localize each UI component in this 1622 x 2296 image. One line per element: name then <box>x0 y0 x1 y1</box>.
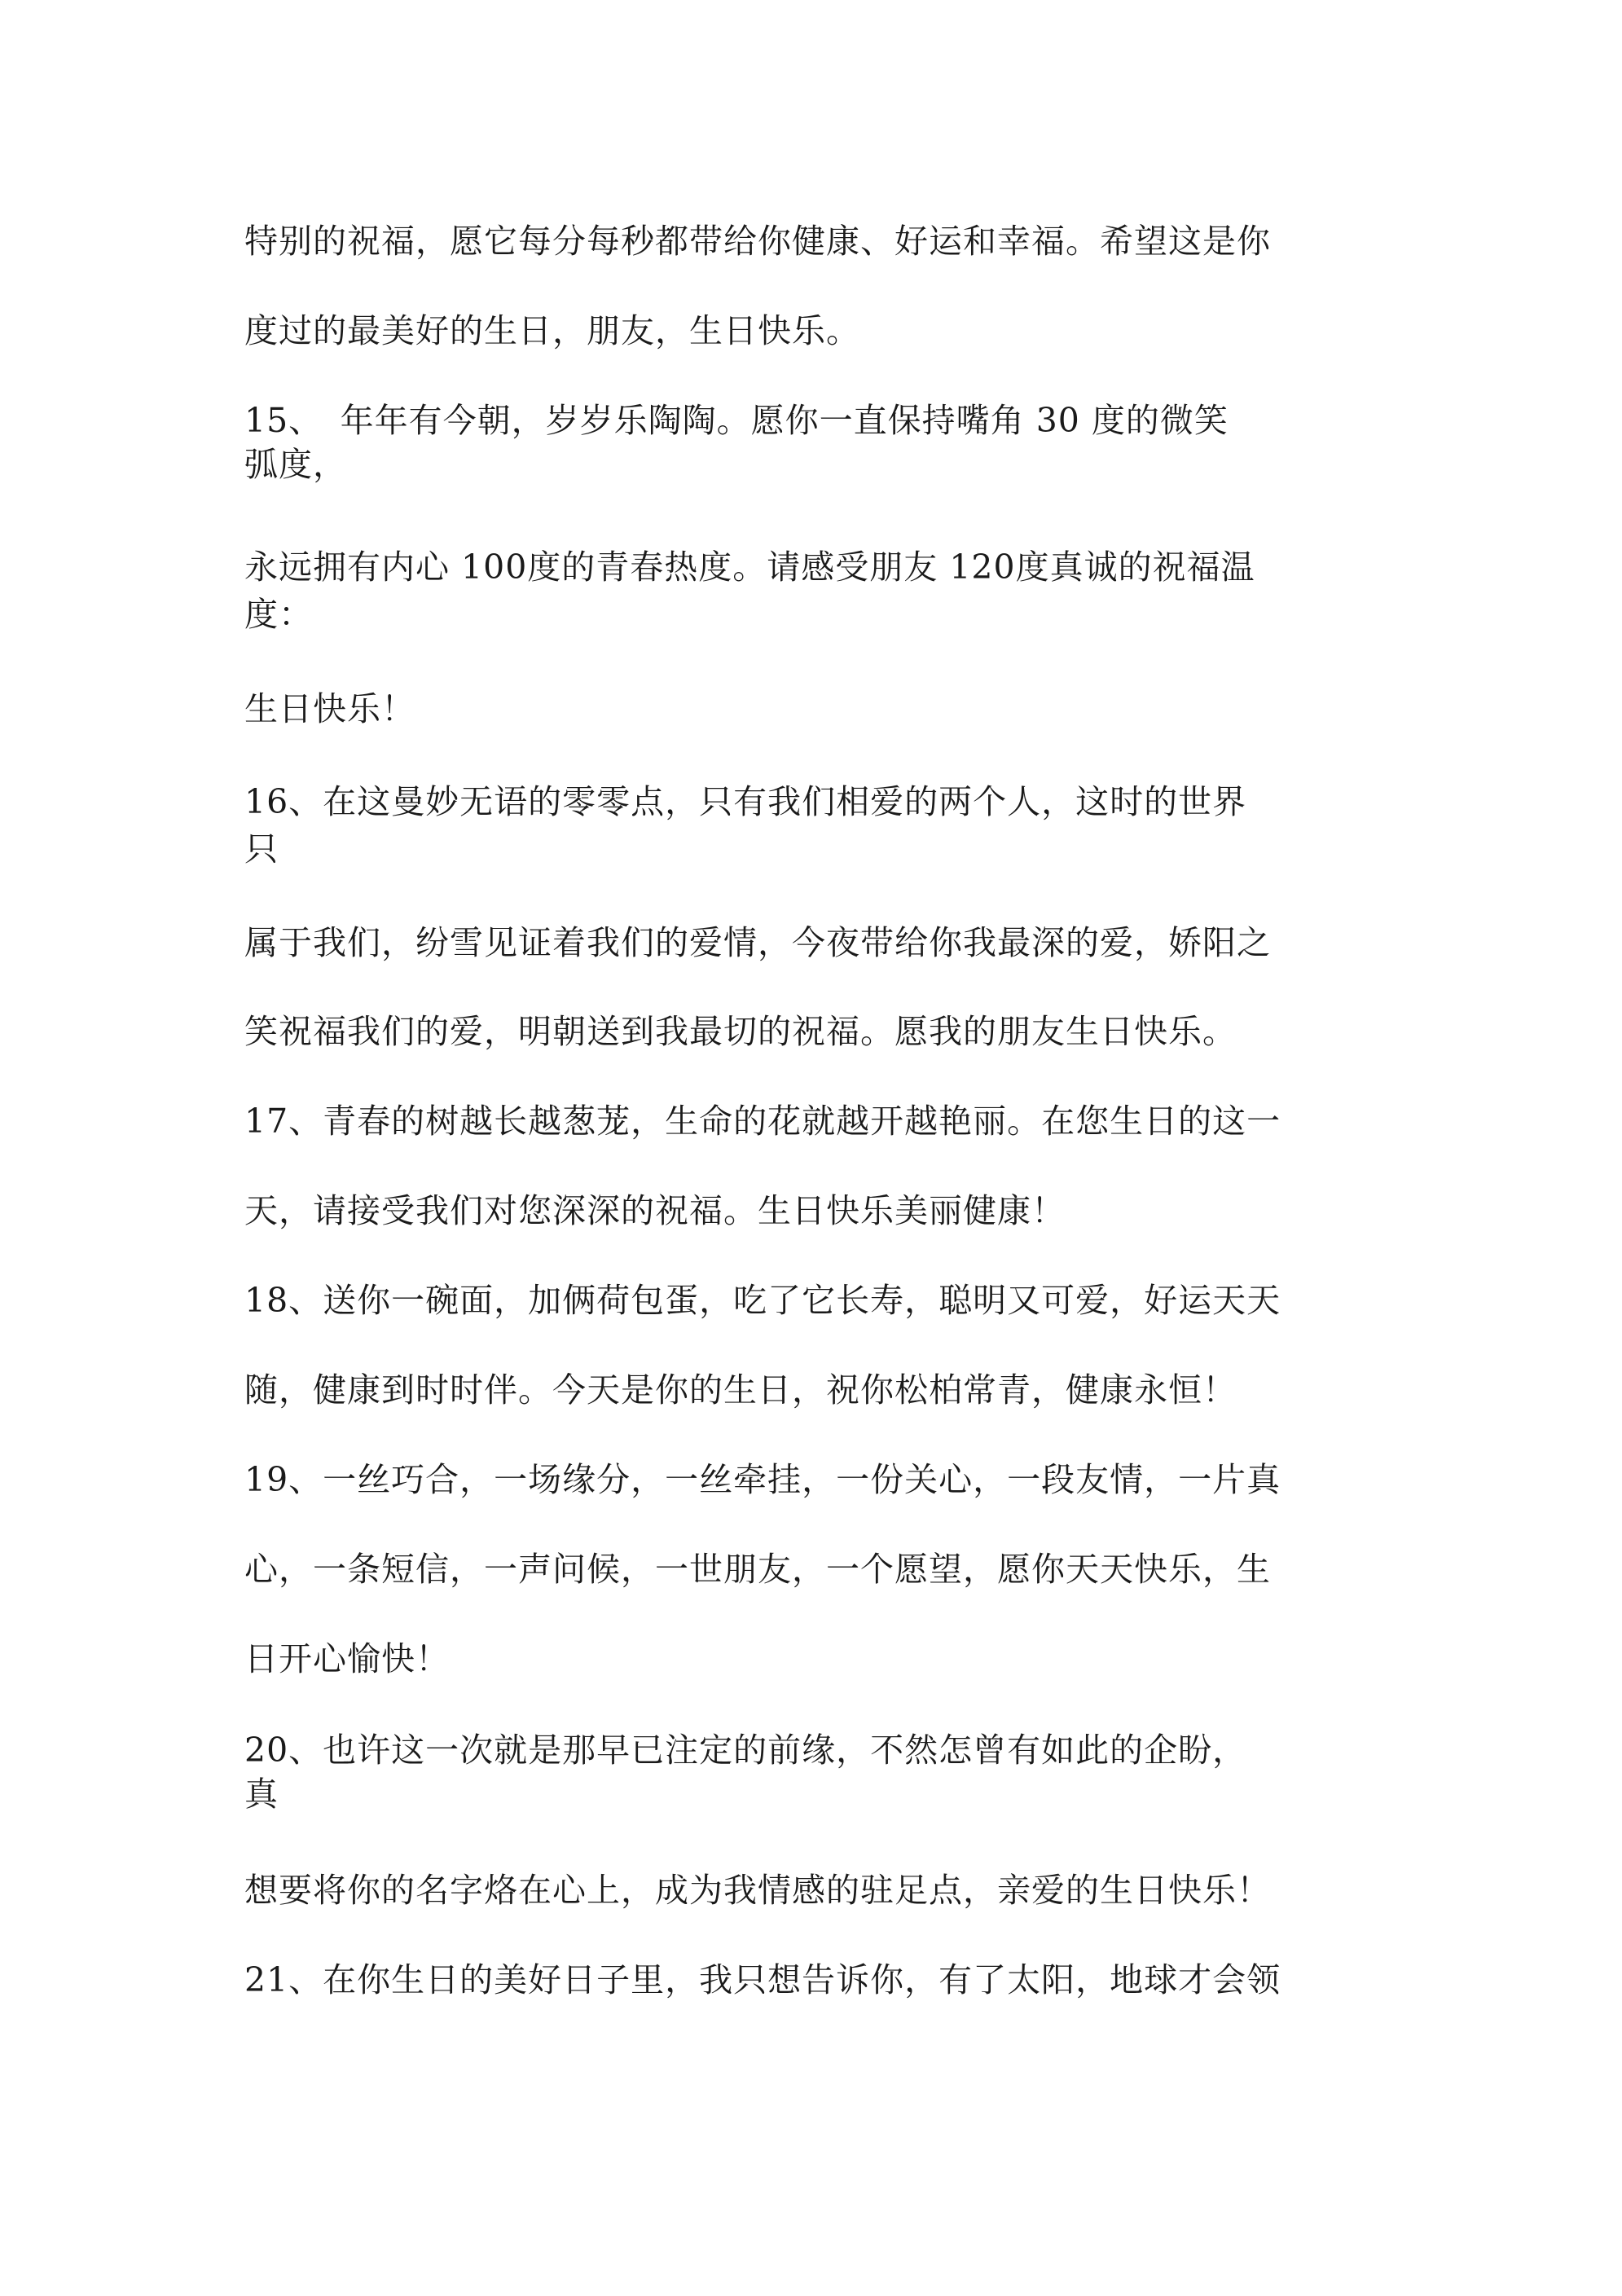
text-line: 天，请接受我们对您深深的祝福。生日快乐美丽健康！ <box>244 1191 1066 1230</box>
text-line: 21、在你生日的美好日子里，我只想告诉你，有了太阳，地球才会领 <box>244 1960 1281 1999</box>
text-line: 15、 年年有今朝，岁岁乐陶陶。愿你一直保持嘴角 30 度的微笑 <box>244 401 1229 440</box>
text-line: 度过的最美好的生日，朋友，生日快乐。 <box>244 311 860 350</box>
text-line: 想要将你的名字烙在心上，成为我情感的驻足点，亲爱的生日快乐！ <box>244 1871 1271 1910</box>
text-line: 永远拥有内心 100度的青春热度。请感受朋友 120度真诚的祝福温 <box>244 548 1255 587</box>
text-line: 18、送你一碗面，加俩荷包蛋，吃了它长寿，聪明又可爱，好运天天 <box>244 1281 1281 1320</box>
text-line: 特别的祝福，愿它每分每秒都带给你健康、好运和幸福。希望这是你 <box>244 222 1271 261</box>
text-line: 16、在这曼妙无语的零零点，只有我们相爱的两个人，这时的世界 <box>244 782 1247 821</box>
text-line: 生日快乐！ <box>244 689 415 728</box>
text-line: 心，一条短信，一声问候，一世朋友，一个愿望，愿你天天快乐，生 <box>244 1550 1271 1589</box>
text-line: 只 <box>244 829 279 869</box>
text-line: 笑祝福我们的爱，明朝送到我最切的祝福。愿我的朋友生日快乐。 <box>244 1012 1237 1051</box>
text-line: 属于我们，纷雪见证着我们的爱情，今夜带给你我最深的爱，娇阳之 <box>244 923 1271 962</box>
text-line: 真 <box>244 1775 279 1814</box>
text-line: 19、一丝巧合，一场缘分，一丝牵挂，一份关心，一段友情，一片真 <box>244 1460 1281 1499</box>
text-line: 度： <box>244 595 313 634</box>
text-line: 日开心愉快！ <box>244 1639 450 1678</box>
text-line: 20、也许这一次就是那早已注定的前缘，不然怎曾有如此的企盼， <box>244 1731 1247 1770</box>
text-line: 17、青春的树越长越葱茏，生命的花就越开越艳丽。在您生日的这一 <box>244 1102 1281 1141</box>
text-line: 弧度， <box>244 445 347 484</box>
text-line: 随，健康到时时伴。今天是你的生日，祝你松柏常青，健康永恒！ <box>244 1370 1237 1410</box>
